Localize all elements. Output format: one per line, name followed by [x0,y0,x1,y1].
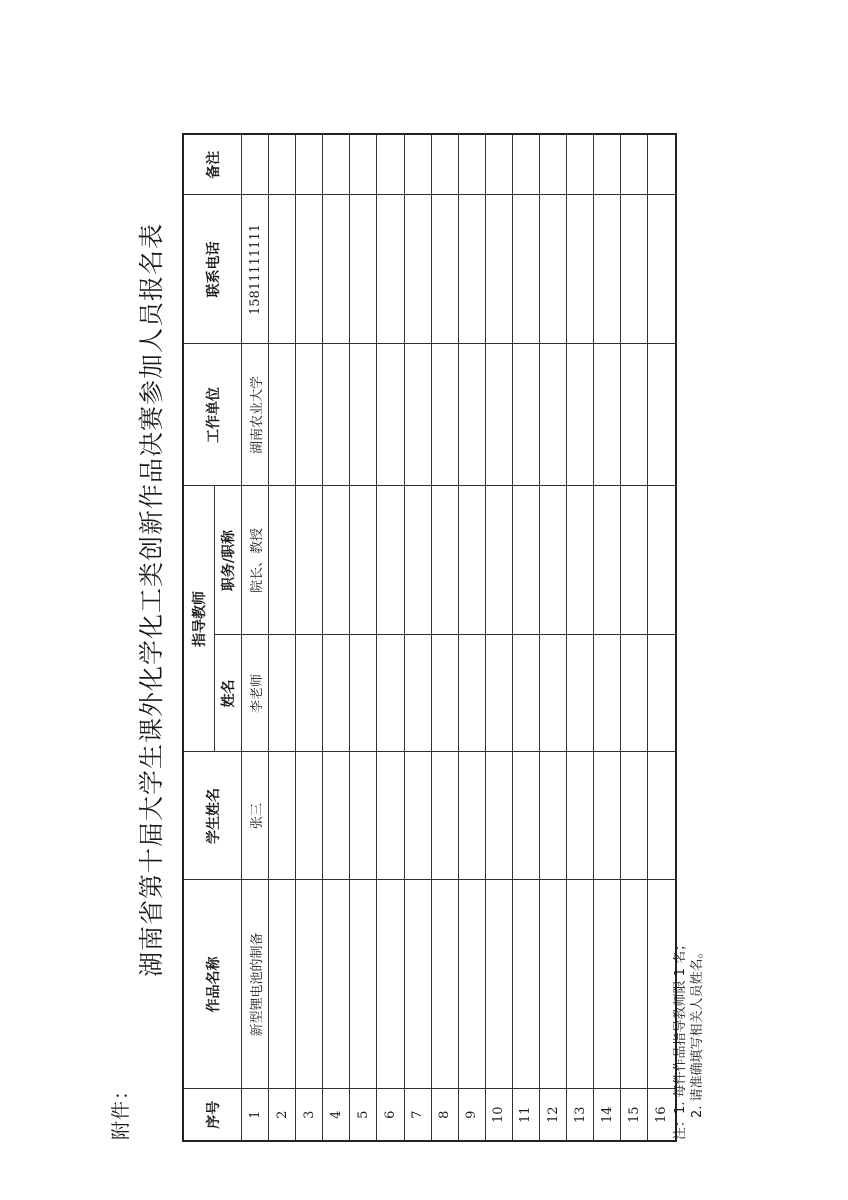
student-name-cell [648,752,676,880]
row-seq-cell: 11 [512,1089,539,1141]
work-name-cell [323,880,350,1089]
phone-cell [594,195,621,344]
phone-cell [431,195,458,344]
student-name-cell [512,752,539,880]
remark-cell [323,134,350,195]
work-unit-cell [350,344,377,486]
phone-cell [648,195,676,344]
work-name-cell [296,880,323,1089]
work-unit-cell [485,344,512,486]
table-row [350,134,377,1141]
work-unit-cell [567,344,594,486]
student-name-cell: 张三 [242,752,269,880]
remark-cell [485,134,512,195]
advisor-name-cell: 李老师 [242,635,269,752]
work-name-cell [404,880,431,1089]
registration-table [182,133,677,1142]
work-unit-cell [323,344,350,486]
table-row [567,134,594,1141]
advisor-name-cell [648,635,676,752]
notes [672,938,706,1140]
work-name-cell [431,880,458,1089]
student-name-cell [269,752,296,880]
header-seq: 序号 [183,1089,242,1141]
work-unit-cell [540,344,567,486]
remark-cell [648,134,676,195]
table-body [242,134,676,1141]
advisor-name-cell [512,635,539,752]
work-name-cell [512,880,539,1089]
work-unit-cell [404,344,431,486]
advisor-name-cell [431,635,458,752]
table-row [323,134,350,1141]
row-seq-cell: 6 [377,1089,404,1141]
phone-cell [404,195,431,344]
table-row [540,134,567,1141]
work-name-cell [540,880,567,1089]
work-unit-cell [594,344,621,486]
table-row [404,134,431,1141]
header-student-name: 学生姓名 [183,752,242,880]
phone-cell [621,195,648,344]
header-advisor-title: 职务/职称 [215,486,242,635]
advisor-title-cell [567,486,594,635]
table-row [269,134,296,1141]
student-name-cell [567,752,594,880]
student-name-cell [621,752,648,880]
table-row [458,134,485,1141]
row-seq-cell: 15 [621,1089,648,1141]
phone-cell [485,195,512,344]
phone-cell [350,195,377,344]
page-title: 湖南省第十届大学生课外化学化工类创新作品决赛参加人员报名表 [137,223,166,978]
row-seq-cell: 12 [540,1089,567,1141]
row-seq-cell: 7 [404,1089,431,1141]
remark-cell [377,134,404,195]
work-name-cell: 新型锂电池的制备 [242,880,269,1089]
advisor-name-cell [296,635,323,752]
student-name-cell [350,752,377,880]
advisor-title-cell [594,486,621,635]
work-unit-cell [269,344,296,486]
remark-cell [404,134,431,195]
student-name-cell [296,752,323,880]
work-unit-cell [512,344,539,486]
work-unit-cell [431,344,458,486]
work-name-cell [485,880,512,1089]
phone-cell [269,195,296,344]
advisor-title-cell [323,486,350,635]
row-seq-cell: 4 [323,1089,350,1141]
note-1: 注：1. 每件作品指导教师限 1 名； [673,937,688,1140]
table-row [621,134,648,1141]
advisor-title-cell [540,486,567,635]
header-advisor: 指导教师 [183,486,215,752]
advisor-name-cell [540,635,567,752]
remark-cell [296,134,323,195]
advisor-title-cell [485,486,512,635]
advisor-title-cell [621,486,648,635]
phone-cell [296,195,323,344]
remark-cell [594,134,621,195]
remark-cell [350,134,377,195]
table-row [242,134,269,1141]
phone-cell: 15811111111 [242,195,269,344]
work-unit-cell: 湖南农业大学 [242,344,269,486]
student-name-cell [431,752,458,880]
header-work-unit: 工作单位 [183,344,242,486]
student-name-cell [404,752,431,880]
student-name-cell [377,752,404,880]
advisor-name-cell [323,635,350,752]
work-name-cell [594,880,621,1089]
remark-cell [512,134,539,195]
header-remark: 备注 [183,134,242,195]
work-name-cell [458,880,485,1089]
remark-cell [269,134,296,195]
table-row [594,134,621,1141]
advisor-title-cell [512,486,539,635]
advisor-name-cell [404,635,431,752]
phone-cell [512,195,539,344]
advisor-title-cell [350,486,377,635]
work-unit-cell [296,344,323,486]
student-name-cell [540,752,567,880]
note-2: 2. 请准确填写相关人员姓名。 [690,945,705,1118]
row-seq-cell: 5 [350,1089,377,1141]
remark-cell [621,134,648,195]
row-seq-cell: 10 [485,1089,512,1141]
table-row [512,134,539,1141]
phone-cell [377,195,404,344]
advisor-name-cell [621,635,648,752]
advisor-title-cell: 院长、教授 [242,486,269,635]
row-seq-cell: 1 [242,1089,269,1141]
row-seq-cell: 3 [296,1089,323,1141]
table-row [431,134,458,1141]
row-seq-cell: 2 [269,1089,296,1141]
advisor-title-cell [296,486,323,635]
row-seq-cell: 16 [648,1089,676,1141]
student-name-cell [323,752,350,880]
header-phone: 联系电话 [183,195,242,344]
work-name-cell [350,880,377,1089]
phone-cell [458,195,485,344]
row-seq-cell: 14 [594,1089,621,1141]
table-row [485,134,512,1141]
advisor-title-cell [648,486,676,635]
advisor-name-cell [567,635,594,752]
row-seq-cell: 8 [431,1089,458,1141]
remark-cell [458,134,485,195]
work-unit-cell [377,344,404,486]
row-seq-cell: 9 [458,1089,485,1141]
header-work-name: 作品名称 [183,880,242,1089]
advisor-name-cell [485,635,512,752]
advisor-name-cell [458,635,485,752]
work-name-cell [269,880,296,1089]
phone-cell [540,195,567,344]
remark-cell [242,134,269,195]
advisor-title-cell [458,486,485,635]
remark-cell [540,134,567,195]
header-advisor-name: 姓名 [215,635,242,752]
work-name-cell [567,880,594,1089]
advisor-title-cell [404,486,431,635]
student-name-cell [458,752,485,880]
student-name-cell [485,752,512,880]
remark-cell [431,134,458,195]
advisor-name-cell [594,635,621,752]
work-unit-cell [458,344,485,486]
student-name-cell [594,752,621,880]
advisor-title-cell [269,486,296,635]
advisor-title-cell [377,486,404,635]
phone-cell [323,195,350,344]
work-name-cell [377,880,404,1089]
table-row [377,134,404,1141]
advisor-name-cell [350,635,377,752]
work-unit-cell [621,344,648,486]
work-unit-cell [648,344,676,486]
advisor-title-cell [431,486,458,635]
work-name-cell [621,880,648,1089]
attachment-label: 附件： [110,1079,132,1140]
table-row [296,134,323,1141]
advisor-name-cell [377,635,404,752]
row-seq-cell: 13 [567,1089,594,1141]
advisor-name-cell [269,635,296,752]
remark-cell [567,134,594,195]
phone-cell [567,195,594,344]
